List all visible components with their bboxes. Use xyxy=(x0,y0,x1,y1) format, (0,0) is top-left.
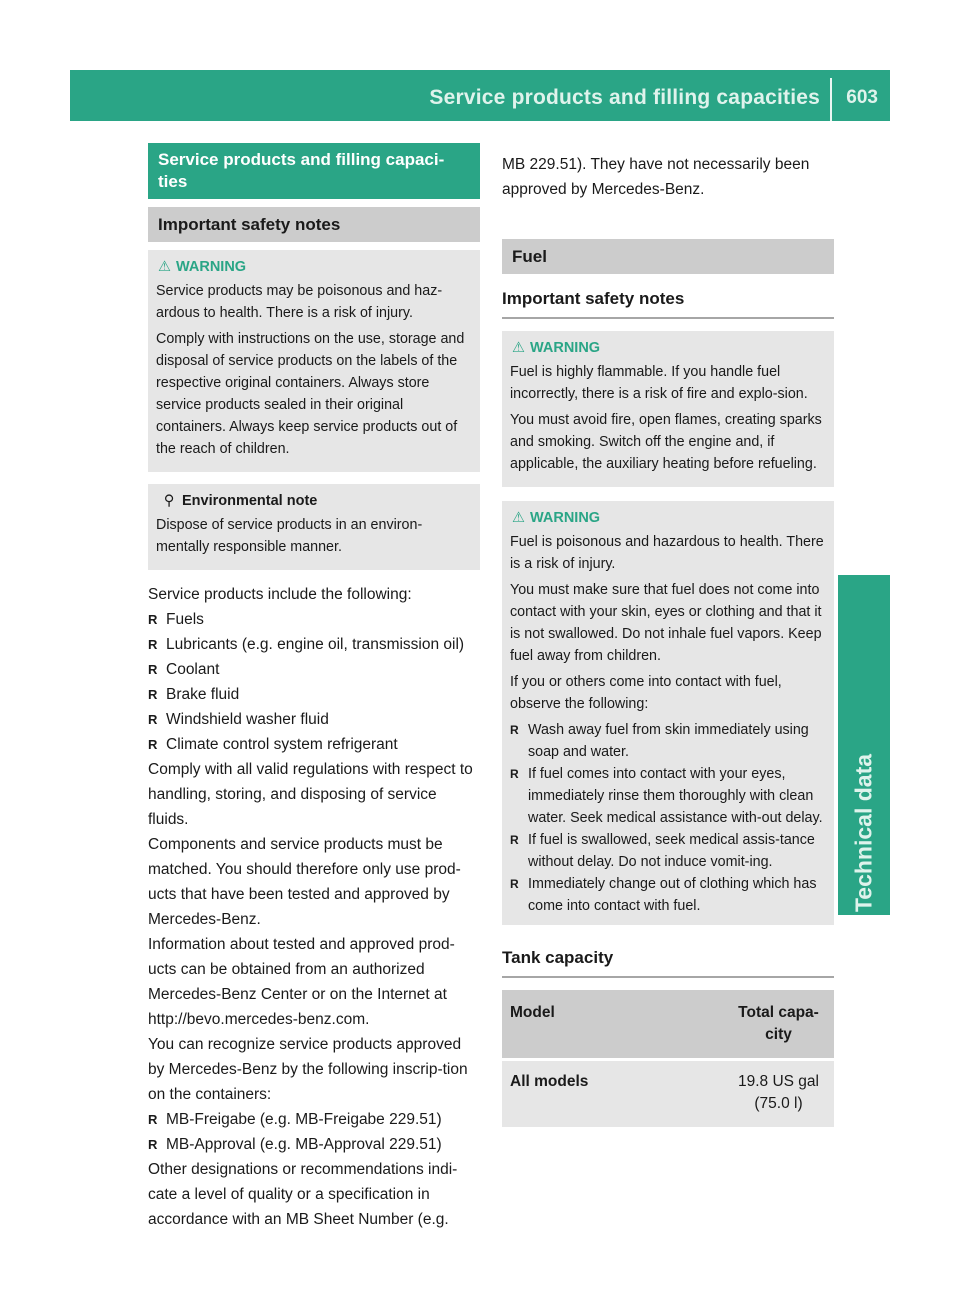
list-item: R MB-Freigabe (e.g. MB-Freigabe 229.51) xyxy=(148,1107,480,1132)
list-item: R Brake fluid xyxy=(148,682,480,707)
tank-capacity-heading: Tank capacity xyxy=(502,945,834,978)
warning-text: You must avoid fire, open flames, creating sparks and smoking. Switch off the engine and, if applicable, the auxiliary heating before refueling. xyxy=(510,412,822,472)
environmental-note-text: Dispose of service products in an environ-mentally responsible manner. xyxy=(156,517,423,555)
environmental-note-box xyxy=(148,484,480,570)
warning-triangle-icon: ⚠ xyxy=(512,510,525,526)
paragraph: Comply with all valid regulations with respect to handling, storing, and disposing of service fluids. xyxy=(148,761,473,828)
list-item: R Fuels xyxy=(148,607,480,632)
side-tab-label: Technical data xyxy=(850,753,877,913)
environmental-note-header xyxy=(156,490,472,512)
warning-label: WARNING xyxy=(176,259,247,275)
warning-text: Service products may be poisonous and haz-ardous to health. There is a risk of injury. xyxy=(156,283,443,321)
warning-text: Fuel is highly flammable. If you handle fuel incorrectly, there is a risk of fire and explo-sion. xyxy=(510,364,808,402)
warning-header xyxy=(158,256,472,278)
warning-label: WARNING xyxy=(530,340,601,356)
approval-list xyxy=(148,1107,480,1157)
list-item: R Climate control system refrigerant xyxy=(148,732,480,757)
left-column xyxy=(148,143,480,1232)
warning-header xyxy=(512,507,826,529)
paragraph: Components and service products must be matched. You should therefore only use prod-ucts that have been tested and approved by Mercedes-Benz. xyxy=(148,836,461,928)
warning-triangle-icon: ⚠ xyxy=(512,340,525,356)
paragraph: You can recognize service products approved by Mercedes-Benz by the following inscrip-tion on the containers: xyxy=(148,1036,468,1103)
warning-label: WARNING xyxy=(530,510,601,526)
lightbulb-icon: ⚲ xyxy=(163,493,175,509)
warning-box xyxy=(148,250,480,472)
warning-text: Fuel is poisonous and hazardous to health. There is a risk of injury. xyxy=(510,534,824,572)
table-cell-capacity: 19.8 US gal (75.0 l) xyxy=(723,1060,834,1128)
list-item: R Immediately change out of clothing which has come into contact with fuel. xyxy=(510,873,826,917)
list-item: R If fuel is swallowed, seek medical assis-tance without delay. Do not induce vomit-ing. xyxy=(510,829,826,873)
section-title: Service products and filling capaci- ties xyxy=(148,143,480,199)
table-row xyxy=(502,1060,834,1128)
right-column xyxy=(502,152,834,1127)
paragraph: Information about tested and approved prod-ucts can be obtained from an authorized Mercedes-Benz Center or on the Internet at http://bevo.mercedes-benz.com. xyxy=(148,936,455,1028)
page-header-bar xyxy=(70,70,890,121)
warning-text: You must make sure that fuel does not come into contact with your skin, eyes or clothing and that it is not swallowed. Do not inhale fuel vapors. Keep fuel away from children. xyxy=(510,582,822,664)
header-title: Service products and filling capacities xyxy=(429,86,820,109)
list-item: R Wash away fuel from skin immediately using soap and water. xyxy=(510,719,826,763)
list-item: R Lubricants (e.g. engine oil, transmission oil) xyxy=(148,632,480,657)
warning-box xyxy=(502,331,834,487)
subsection-important-safety-notes: Important safety notes xyxy=(148,207,480,242)
warning-text: If you or others come into contact with fuel, observe the following: xyxy=(510,674,782,712)
fuel-important-safety-notes-heading: Important safety notes xyxy=(502,286,834,319)
table-header-total-capacity: Total capa-city xyxy=(723,990,834,1060)
paragraph: Other designations or recommendations indi-cate a level of quality or a specification in accordance with an MB Sheet Number (e.g. xyxy=(148,1161,458,1228)
subsection-fuel: Fuel xyxy=(502,239,834,274)
intro-text: Service products include the following: xyxy=(148,586,412,603)
list-item: R Windshield washer fluid xyxy=(148,707,480,732)
list-item: R MB-Approval (e.g. MB-Approval 229.51) xyxy=(148,1132,480,1157)
tank-capacity-table xyxy=(502,990,834,1127)
warning-text: Comply with instructions on the use, storage and disposal of service products on the labels of the respective original containers. Always store service products sealed in their original containers. Always keep service products out of the reach of children. xyxy=(156,331,465,457)
list-item: R Coolant xyxy=(148,657,480,682)
header-separator xyxy=(830,78,832,121)
warning-triangle-icon: ⚠ xyxy=(158,259,171,275)
warning-header xyxy=(512,337,826,359)
paragraph-continued: MB 229.51). They have not necessarily been approved by Mercedes-Benz. xyxy=(502,156,810,198)
service-products-list xyxy=(148,607,480,757)
table-header-model: Model xyxy=(502,990,723,1060)
table-cell-model: All models xyxy=(502,1060,723,1128)
side-tab-technical-data[interactable] xyxy=(838,575,890,915)
environmental-note-label: Environmental note xyxy=(182,493,318,509)
page-number: 603 xyxy=(846,87,878,108)
fuel-contact-list xyxy=(510,719,826,917)
warning-box xyxy=(502,501,834,925)
list-item: R If fuel comes into contact with your eyes, immediately rinse them thoroughly with clean water. Seek medical assistance with-out delay. xyxy=(510,763,826,829)
